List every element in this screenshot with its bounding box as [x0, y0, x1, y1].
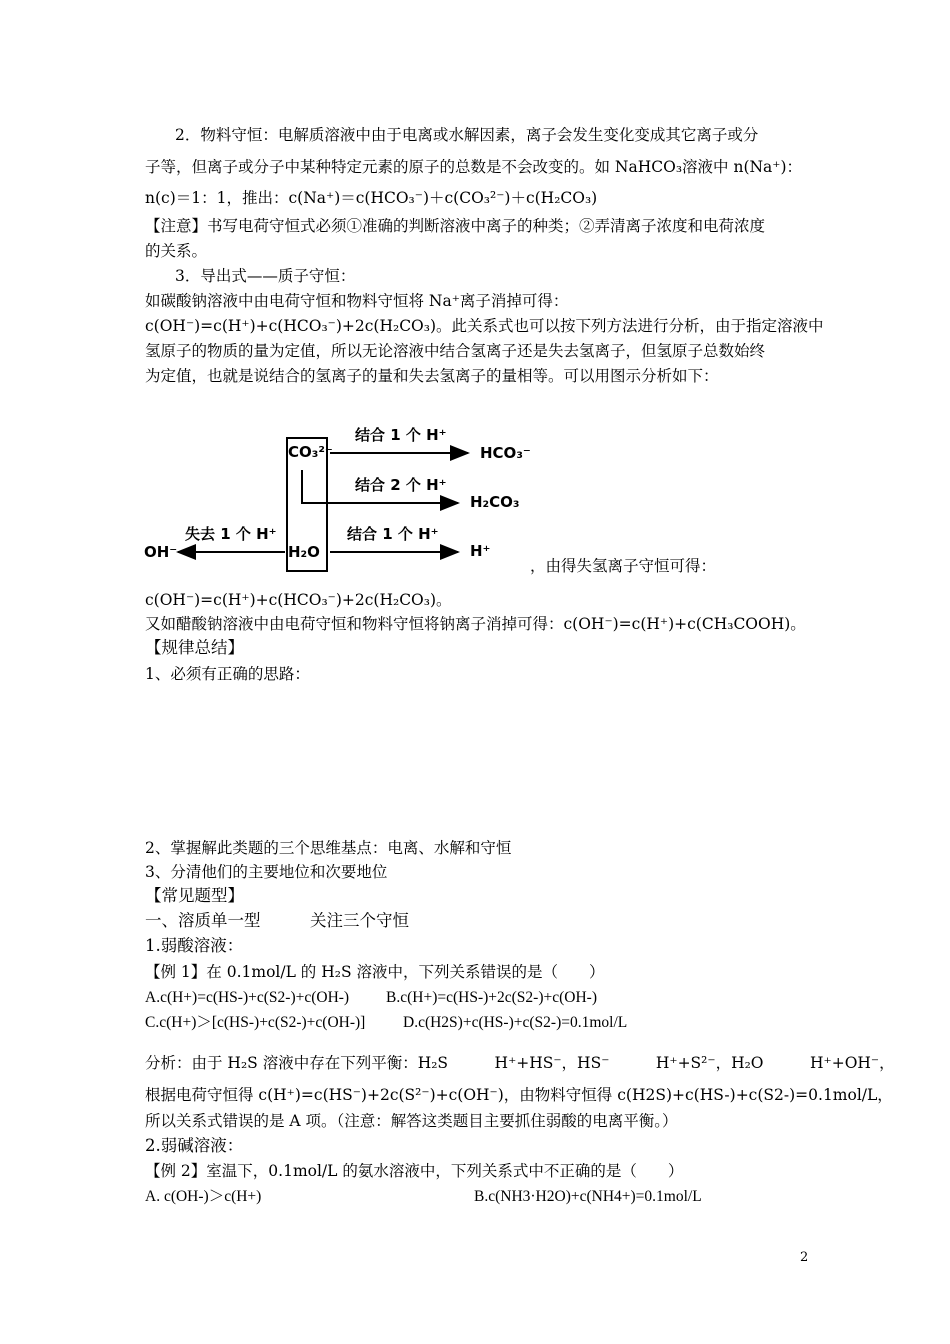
section-heading: 2.弱碱溶液： [145, 1136, 244, 1155]
option-d: D.c(H2S)+c(HS-)+c(S2-)=0.1mol/L [403, 1014, 628, 1031]
option-b: B.c(NH3·H2O)+c(NH4+)=0.1mol/L [474, 1188, 702, 1205]
paragraph-line: 子等，但离子或分子中某种特定元素的原子的总数是不会改变的。如 NaHCO₃溶液中 n(Na⁺)： [145, 158, 803, 176]
page-number: 2 [800, 1250, 809, 1265]
option-c: C.c(H+)＞[c(HS-)+c(S2-)+c(OH-)] [145, 1014, 366, 1031]
paragraph-line: 3、分清他们的主要地位和次要地位 [145, 863, 388, 881]
lose-one-label: 失去 1 个 H⁺ [185, 525, 277, 543]
note-line: 【注意】书写电荷守恒式必须①准确的判断溶液中离子的种类；②弄清离子浓度和电荷浓度 [145, 217, 766, 235]
paragraph-line: 如碳酸钠溶液中由电荷守恒和物料守恒将 Na⁺离子消掉可得： [145, 292, 569, 310]
question-line: 【例 1】在 0.1mol/L 的 H₂S 溶液中，下列关系错误的是（ ） [145, 963, 605, 981]
gain-two-label: 结合 2 个 H⁺ [355, 476, 447, 494]
hplus-label: H⁺ [470, 542, 491, 560]
gain-one-b-label: 结合 1 个 H⁺ [347, 525, 439, 543]
paragraph-line: ，由得失氢离子守恒可得： [530, 557, 717, 575]
option-a: A.c(H+)=c(HS-)+c(S2-)+c(OH-) [145, 989, 350, 1006]
gain-one-label: 结合 1 个 H⁺ [355, 426, 447, 444]
paragraph-line: 2、掌握解此类题的三个思维基点：电离、水解和守恒 [145, 839, 512, 857]
analysis-line: 所以关系式错误的是 A 项。（注意：解答这类题目主要抓住弱酸的电离平衡。） [145, 1112, 678, 1130]
section-heading: 【规律总结】 [145, 638, 244, 657]
paragraph-line: 为定值，也就是说结合的氢离子的量和失去氢离子的量相等。可以用图示分析如下： [145, 367, 719, 385]
oh-label: OH⁻ [144, 543, 178, 561]
equation-line: c(OH⁻)=c(H⁺)+c(HCO₃⁻)+2c(H₂CO₃)。 [145, 591, 452, 609]
paragraph-line: 氢原子的物质的量为定值，所以无论溶液中结合氢离子还是失去氢离子，但氢原子总数始终 [145, 342, 766, 360]
analysis-line: 根据电荷守恒得 c(H⁺)=c(HS⁻)+2c(S²⁻)+c(OH⁻)，由物料守恒得 c(H2S)+c(HS-)+c(S2-)=0.1mol/L， [145, 1086, 893, 1104]
paragraph-line: 的关系。 [145, 242, 208, 260]
co3-label: CO₃²⁻ [288, 443, 333, 461]
paragraph-line: 2．物料守恒：电解质溶液中由于电离或水解因素，离子会发生变化变成其它离子或分 [175, 126, 759, 144]
hco3-label: HCO₃⁻ [480, 444, 531, 462]
paragraph-line: n(c)＝1：1，推出：c(Na⁺)＝c(HCO₃⁻)＋c(CO₃²⁻)＋c(H₂CO₃) [145, 189, 598, 207]
section-heading: 1.弱酸溶液： [145, 936, 244, 955]
question-line: 【例 2】室温下，0.1mol/L 的氨水溶液中，下列关系式中不正确的是（ ） [145, 1162, 684, 1180]
h2co3-label: H₂CO₃ [470, 493, 520, 511]
proton-transfer-diagram [140, 418, 540, 583]
equation-line: c(OH⁻)=c(H⁺)+c(HCO₃⁻)+2c(H₂CO₃)。此关系式也可以按下列方法进行分析，由于指定溶液中 [145, 317, 824, 335]
h2o-label: H₂O [288, 543, 320, 561]
option-a: A. c(OH-)＞c(H+) [145, 1188, 262, 1205]
option-b: B.c(H+)=c(HS-)+2c(S2-)+c(OH-) [386, 989, 597, 1006]
section-heading: 一、溶质单一型 关注三个守恒 [145, 911, 409, 930]
paragraph-line: 又如醋酸钠溶液中由电荷守恒和物料守恒将钠离子消掉可得：c(OH⁻)=c(H⁺)+c(CH₃COOH)。 [145, 615, 806, 633]
section-heading: 3．导出式——质子守恒： [175, 267, 356, 285]
analysis-line: 分析：由于 H₂S 溶液中存在下列平衡：H₂S H⁺+HS⁻，HS⁻ H⁺+S²⁻，H₂O H⁺+OH⁻， [145, 1054, 895, 1072]
paragraph-line: 1、必须有正确的思路： [145, 665, 310, 683]
section-heading: 【常见题型】 [145, 886, 244, 905]
